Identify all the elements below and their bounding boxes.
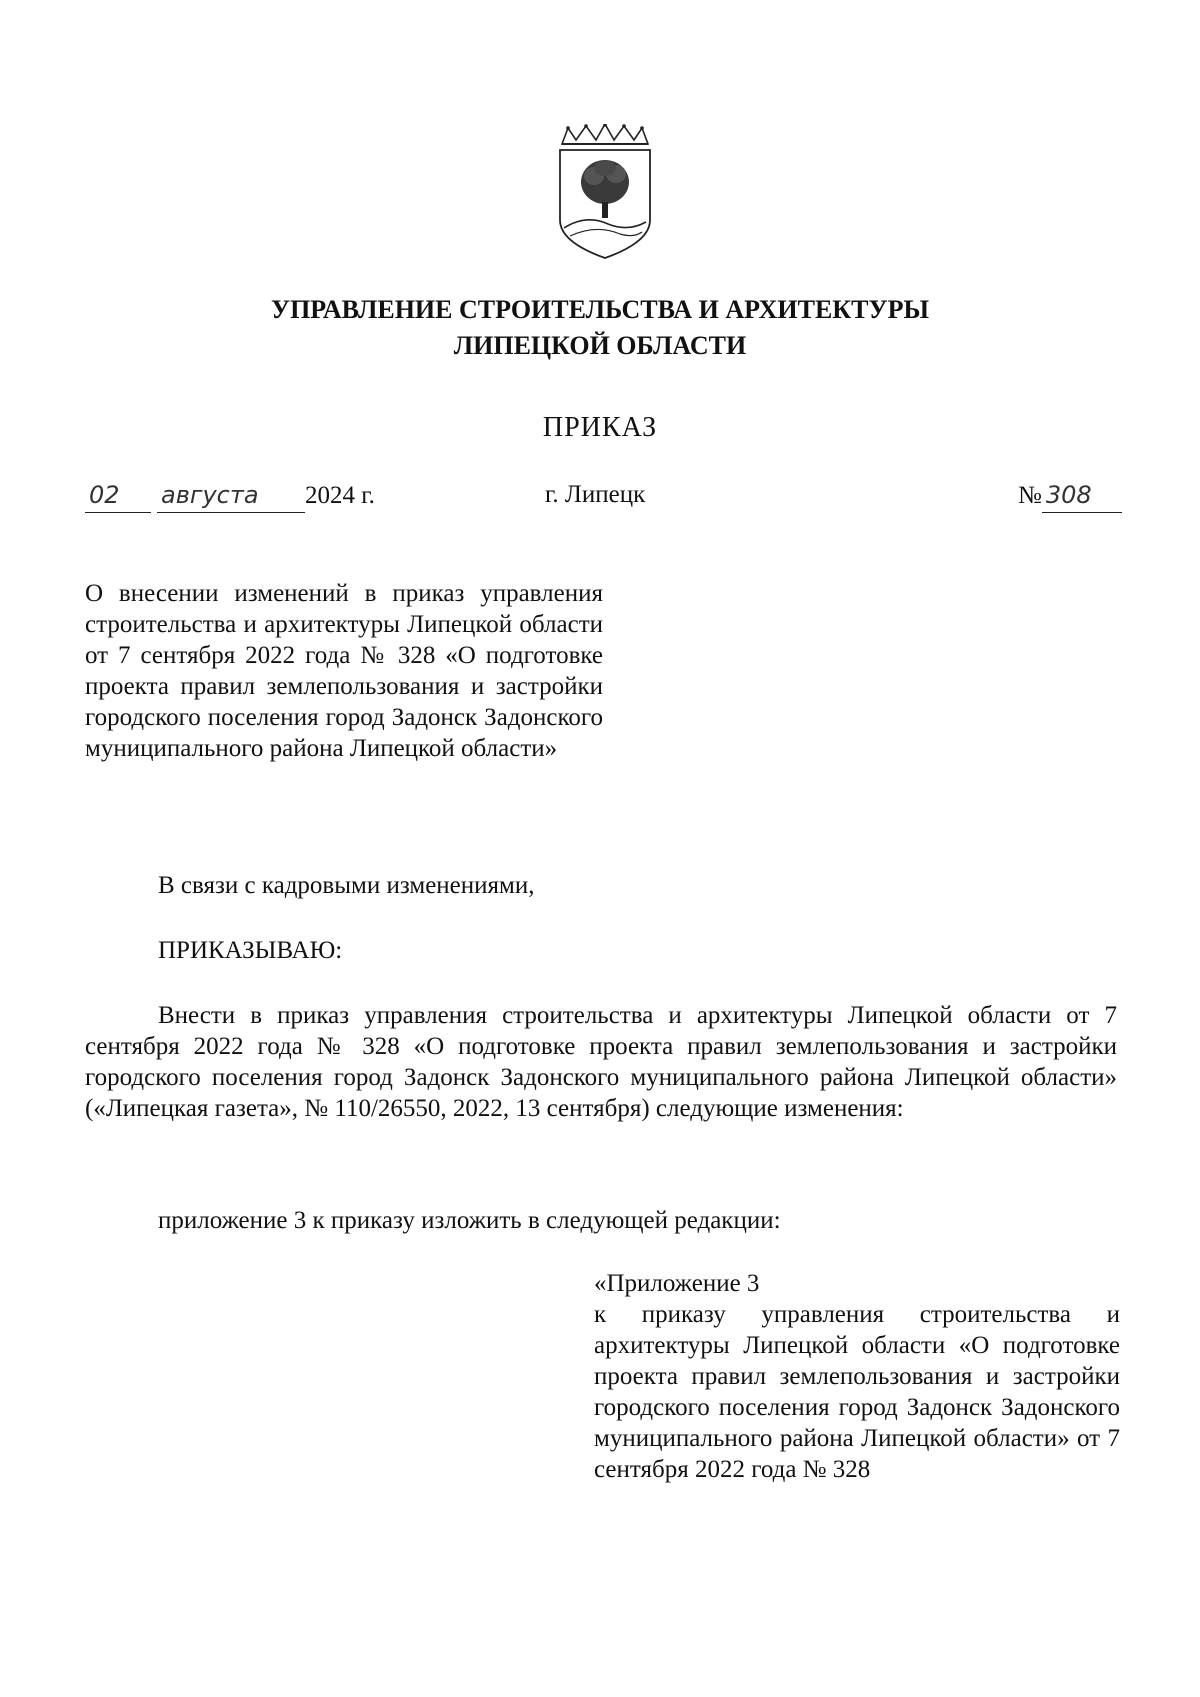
coat-of-arms-icon [556,124,654,262]
number-sign: № [1018,482,1042,509]
organization-region: ЛИПЕЦКОЙ ОБЛАСТИ [453,331,747,360]
document-number [1018,478,1122,513]
annex-text: к приказу управления строительства и архитектуры Липецкой области «О подготовке проекта правил землепользования и застройки городского поселения город Задонск Задонского муниципального района Липецкой области» от 7 сентября 2022 года № 328 [594,1301,1120,1483]
date-day: 02 [85,478,151,513]
main-paragraph: Внести в приказ управления строительства и архитектуры Липецкой области от 7 сентября 2022 года № 328 «О подготовке проекта правил землепользования и застройки городского поселения город Задонск Задонского муниципального района Липецкой области» («Липецкая газета», № 110/26550, 2022, 13 сентября) следующие изменения: [85,1002,1117,1122]
annex-block [594,1268,1120,1485]
document-date [85,478,375,513]
annex-heading: «Приложение 3 [594,1270,760,1297]
document-type-title: ПРИКАЗ [542,412,658,443]
intro-paragraph: В связи с кадровыми изменениями, [158,872,535,899]
date-year: 2024 г. [305,482,375,509]
order-word: ПРИКАЗЫВАЮ: [158,937,343,964]
number-value: 308 [1042,478,1122,513]
document-city: г. Липецк [545,481,646,508]
change-item: приложение 3 к приказу изложить в следующей редакции: [158,1207,781,1234]
organization-name: УПРАВЛЕНИЕ СТРОИТЕЛЬСТВА И АРХИТЕКТУРЫ [270,295,929,324]
document-subject: О внесении изменений в приказ управления строительства и архитектуры Липецкой области от 7 сентября 2022 года № 328 «О подготовке проекта правил землепользования и застройки городского поселения город Задонск Задонского муниципального района Липецкой области» [85,580,603,762]
date-month: августа [157,478,305,513]
